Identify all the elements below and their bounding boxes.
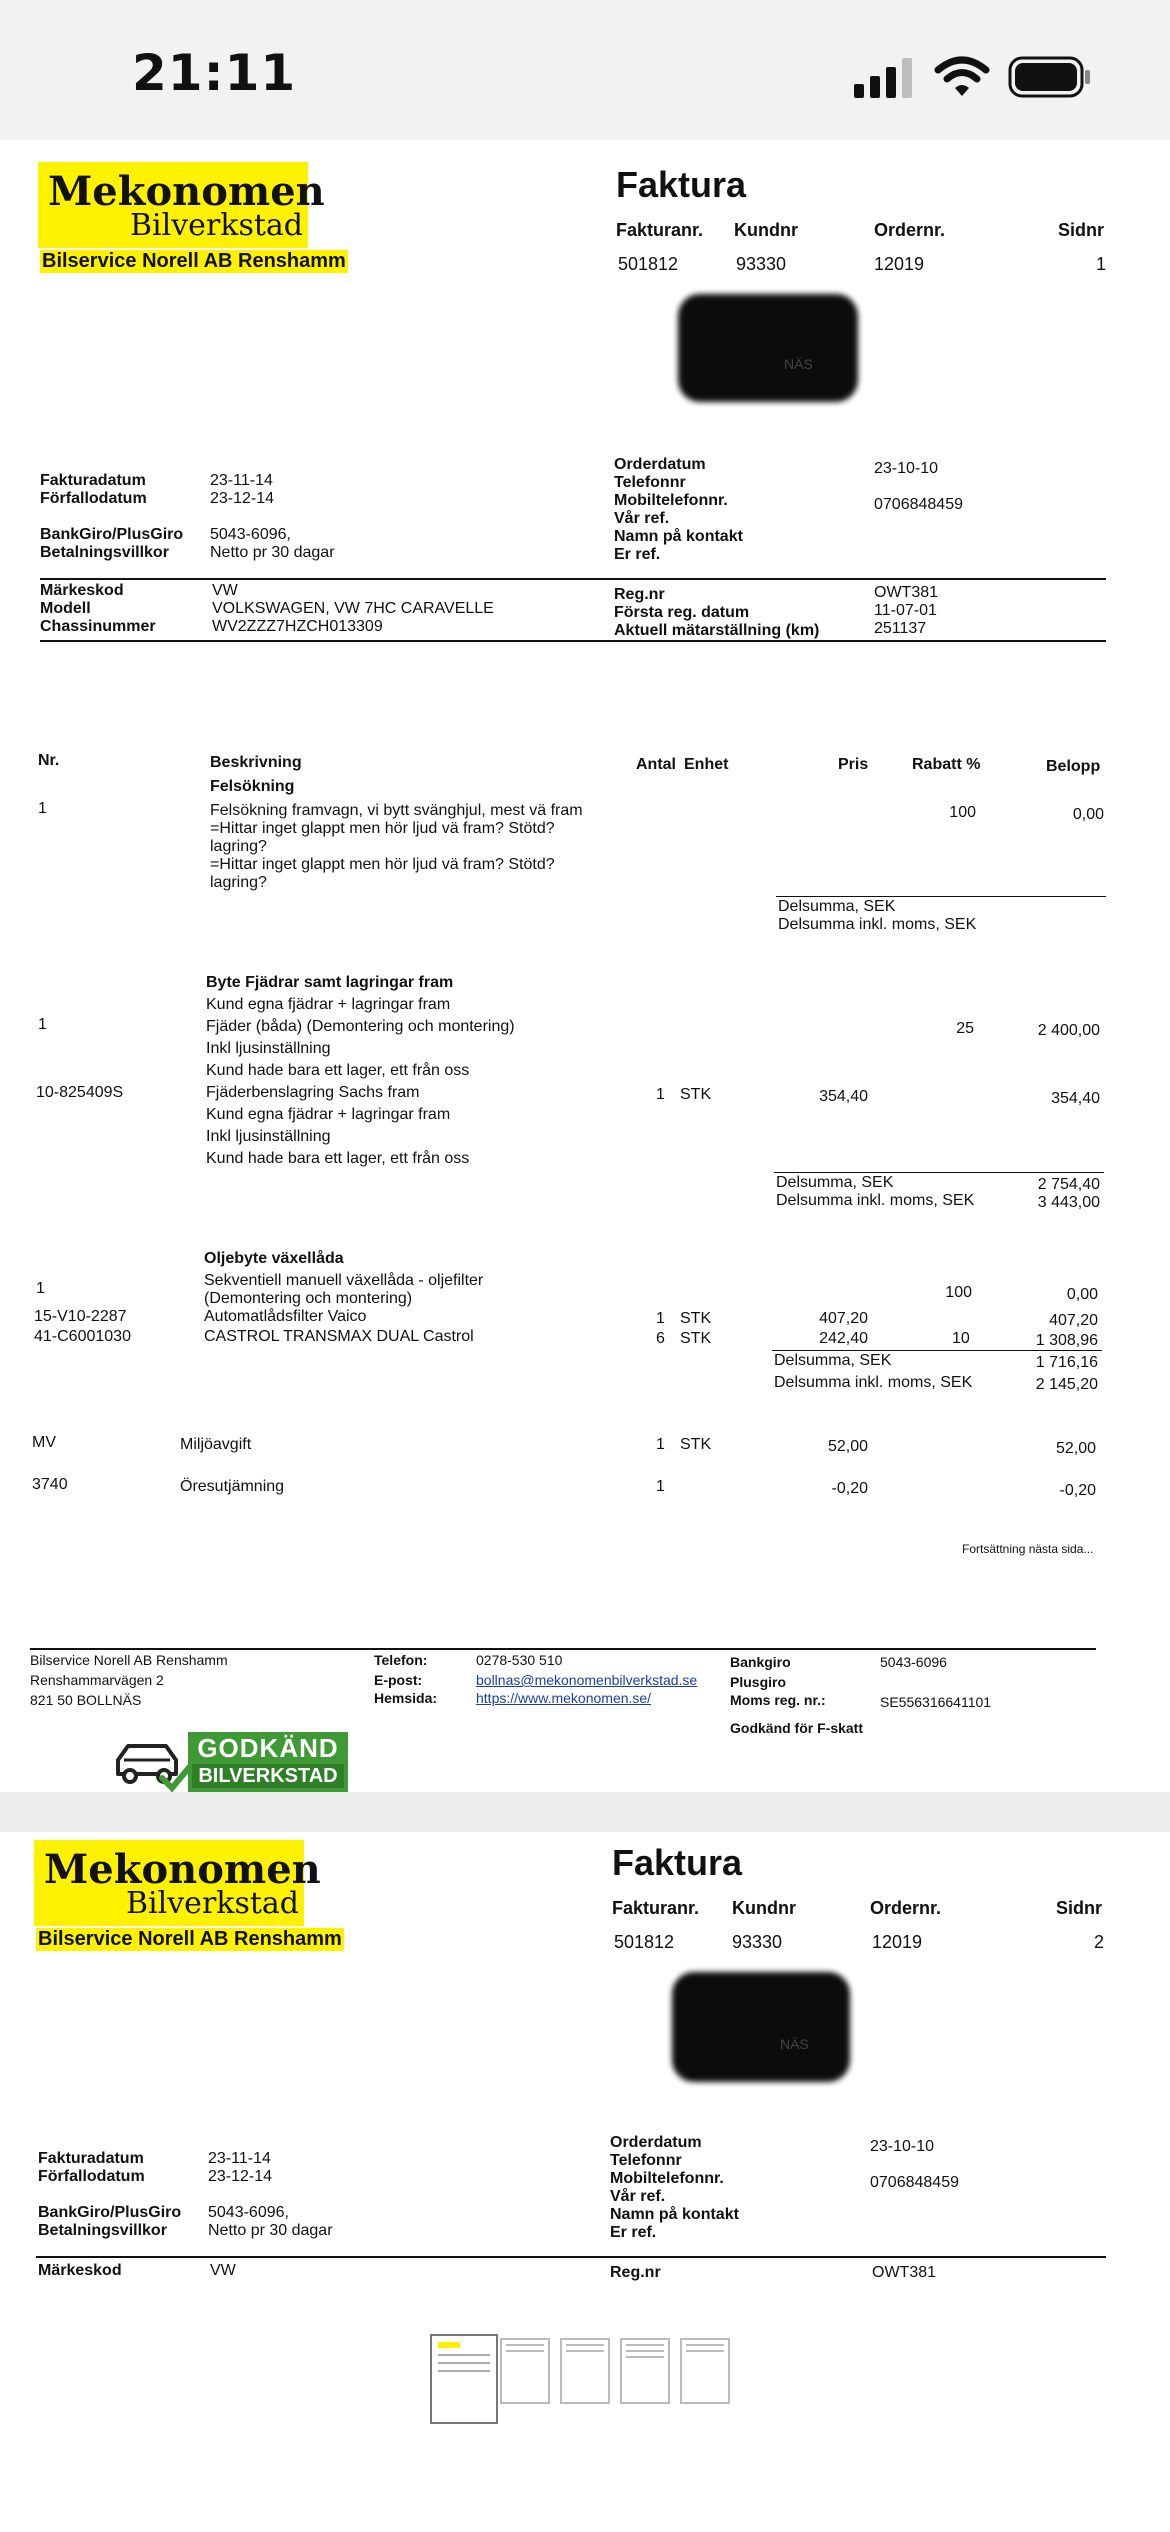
ordernr-value: 12019: [874, 254, 925, 274]
job-oljebyte-r1-rabatt: 100: [945, 1284, 972, 1301]
fakturadatum-value: 23-11-14: [210, 472, 273, 489]
page-thumbnail-1[interactable]: [430, 2334, 498, 2424]
orderdatum-value: 23-10-10: [874, 460, 939, 477]
col-belopp: Belopp: [1046, 758, 1101, 775]
fjadrar-delsumma-label: Delsumma, SEK: [776, 1174, 894, 1191]
chassi-value: WV2ZZZ7HZCH013309: [212, 618, 383, 635]
redacted-address: [678, 294, 858, 402]
miljo-pris: 52,00: [827, 1438, 868, 1455]
oresut-belopp: -0,20: [1059, 1482, 1096, 1499]
col-rabatt: Rabatt %: [912, 756, 981, 773]
betalningsvillkor-label-p2: Betalningsvillkor: [38, 2222, 167, 2239]
fakturanr-value: 501812: [618, 254, 679, 274]
status-bar: [0, 0, 1170, 140]
footer-fskatt: Godkänd för F-skatt: [730, 1720, 864, 1736]
job-oljebyte-r2-enhet: STK: [680, 1310, 712, 1327]
job-fjadrar-row1-rabatt: 25: [956, 1020, 974, 1037]
mekonomen-logo-p2: Mekonomen Bilverkstad: [34, 1840, 304, 1926]
job-fjadrar-title: Byte Fjädrar samt lagringar fram: [206, 974, 454, 991]
telefonnr-label-p2: Telefonnr: [610, 2152, 682, 2169]
oljebyte-delsumma-label: Delsumma, SEK: [774, 1352, 892, 1369]
er-ref-label: Er ref.: [614, 546, 661, 563]
cellular-signal-icon: [854, 58, 916, 98]
job-oljebyte-title: Oljebyte växellåda: [204, 1250, 344, 1267]
job-oljebyte-r3-desc: CASTROL TRANSMAX DUAL Castrol: [204, 1328, 474, 1345]
job-fjadrar-row2-pris: 354,40: [819, 1088, 868, 1105]
continuation-note: Fortsättning nästa sida...: [962, 1542, 1094, 1556]
orderdatum-value-p2: 23-10-10: [870, 2138, 935, 2155]
col-nr: Nr.: [38, 752, 60, 769]
forsta-reg-value: 11-07-01: [874, 602, 937, 619]
mobil-value-p2: 0706848459: [870, 2174, 959, 2191]
job-fjadrar-row2-antal: 1: [656, 1086, 665, 1103]
felsokning-sum-line: [776, 896, 1106, 897]
job-oljebyte-r3-pris: 242,40: [819, 1330, 868, 1347]
job-oljebyte-r2-desc: Automatlådsfilter Vaico: [204, 1308, 367, 1325]
footer-address-3: 821 50 BOLLNÄS: [30, 1692, 142, 1708]
footer-plusgiro-label: Plusgiro: [730, 1674, 787, 1690]
job-felsokning-belopp: 0,00: [1072, 806, 1104, 823]
fakturadatum-value-p2: 23-11-14: [208, 2150, 271, 2167]
job-felsokning-rabatt: 100: [949, 804, 976, 821]
job-fjadrar-row2-belopp: 354,40: [1051, 1090, 1100, 1107]
invoice-page-1: [0, 140, 1160, 1792]
redacted-partial-text-p2: NÄS: [780, 2036, 809, 2052]
fakturanr-label-p2: Fakturanr.: [612, 1898, 700, 1918]
miljo-desc: Miljöavgift: [180, 1436, 252, 1453]
fakturadatum-label-p2: Fakturadatum: [38, 2150, 144, 2167]
ordernr-label: Ordernr.: [874, 220, 946, 240]
namn-kontakt-label: Namn på kontakt: [614, 528, 743, 545]
job-oljebyte-r3-rabatt: 10: [952, 1330, 970, 1347]
footer-address-2: Renshammarvägen 2: [30, 1672, 164, 1688]
job-oljebyte-r3-antal: 6: [656, 1330, 665, 1347]
invoice-title-p2: Faktura: [612, 1842, 743, 1883]
battery-icon: [1008, 56, 1092, 98]
bankgiro-label: BankGiro/PlusGiro: [40, 526, 184, 543]
sidnr-label-p2: Sidnr: [1056, 1898, 1103, 1918]
betalningsvillkor-label: Betalningsvillkor: [40, 544, 169, 561]
job-oljebyte-r3-belopp: 1 308,96: [1035, 1332, 1098, 1349]
forfallodatum-label: Förfallodatum: [40, 490, 147, 507]
bankgiro-value: 5043-6096,: [210, 526, 291, 543]
markeskod-value: VW: [212, 582, 238, 599]
oljebyte-delsumma-moms-value: 2 145,20: [1035, 1376, 1098, 1393]
felsokning-delsumma-moms-label: Delsumma inkl. moms, SEK: [778, 916, 977, 933]
wifi-icon: [934, 56, 990, 98]
footer-divider: [30, 1648, 1096, 1650]
job-oljebyte-r1-belopp: 0,00: [1066, 1286, 1098, 1303]
chassi-label: Chassinummer: [40, 618, 156, 635]
orderdatum-label: Orderdatum: [614, 456, 706, 473]
regnr-label-p2: Reg.nr: [610, 2264, 661, 2281]
miljo-belopp: 52,00: [1055, 1440, 1096, 1457]
footer-telefon-label: Telefon:: [374, 1652, 428, 1668]
sidnr-label: Sidnr: [1058, 220, 1105, 240]
fjadrar-delsumma-value: 2 754,40: [1037, 1176, 1100, 1193]
regnr-value: OWT381: [874, 584, 939, 601]
company-name: Bilservice Norell AB Renshamm: [42, 250, 346, 272]
job-felsokning-desc-1: Felsökning framvagn, vi bytt svänghjul, mest vä fram: [210, 802, 583, 819]
kundnr-label-p2: Kundnr: [732, 1898, 796, 1918]
oresut-pris: -0,20: [831, 1480, 868, 1497]
markeskod-value-p2: VW: [210, 2262, 236, 2279]
job-felsokning-desc-2: =Hittar inget glappt men hör ljud vä fram? Stötd?: [210, 820, 555, 837]
betalningsvillkor-value-p2: Netto pr 30 dagar: [208, 2222, 333, 2239]
oresut-antal: 1: [656, 1478, 665, 1495]
job-oljebyte-r2-antal: 1: [656, 1310, 665, 1327]
col-beskrivning: Beskrivning: [210, 754, 302, 771]
footer-hemsida-link[interactable]: https://www.mekonomen.se/: [476, 1690, 652, 1706]
ordernr-value-p2: 12019: [872, 1932, 923, 1952]
footer-moms-label: Moms reg. nr.:: [730, 1692, 826, 1708]
job-oljebyte-r1-nr: 1: [36, 1280, 45, 1297]
page-thumbnail-strip: [0, 2322, 1170, 2532]
sidnr-value-p2: 2: [1093, 1932, 1104, 1952]
job-oljebyte-r1-desc-1: Sekventiell manuell växellåda - oljefilter: [204, 1272, 484, 1289]
kundnr-value-p2: 93330: [732, 1932, 783, 1952]
job-fjadrar-line-4: Kund hade bara ett lager, ett från oss: [206, 1062, 470, 1079]
mobil-value: 0706848459: [874, 496, 963, 513]
modell-label: Modell: [40, 600, 91, 617]
forfallodatum-value: 23-12-14: [210, 490, 275, 507]
miljo-nr: MV: [32, 1434, 56, 1451]
job-oljebyte-r2-belopp: 407,20: [1049, 1312, 1098, 1329]
oljebyte-delsumma-moms-label: Delsumma inkl. moms, SEK: [774, 1374, 973, 1391]
forfallodatum-value-p2: 23-12-14: [208, 2168, 273, 2185]
redacted-partial-text: NÄS: [784, 356, 813, 372]
bankgiro-value-p2: 5043-6096,: [208, 2204, 289, 2221]
divider-vehicle-top-p2: [36, 2256, 1106, 2258]
var-ref-label: Vår ref.: [614, 510, 670, 527]
job-fjadrar-row2-nr: 10-825409S: [36, 1084, 124, 1101]
job-fjadrar-line-8: Kund hade bara ett lager, ett från oss: [206, 1150, 470, 1167]
fakturanr-label: Fakturanr.: [616, 220, 704, 240]
job-fjadrar-line-2: Fjäder (båda) (Demontering och montering): [206, 1018, 515, 1035]
car-check-icon: [110, 1734, 194, 1792]
sidnr-value: 1: [1095, 254, 1106, 274]
job-fjadrar-line-3: Inkl ljusinställning: [206, 1040, 331, 1057]
godkand-bilverkstad-badge: GODKÄND BILVERKSTAD: [188, 1732, 348, 1794]
matar-value: 251137: [874, 620, 927, 637]
redacted-address-p2: [672, 1972, 850, 2082]
status-time: 21:11: [132, 44, 297, 102]
kundnr-value: 93330: [736, 254, 787, 274]
job-oljebyte-r1-desc-2: (Demontering och montering): [204, 1290, 413, 1307]
col-antal: Antal: [636, 756, 676, 773]
mobil-label-p2: Mobiltelefonnr.: [610, 2170, 724, 2187]
mekonomen-logo: Mekonomen Bilverkstad: [38, 162, 308, 248]
divider-vehicle-top: [40, 578, 1106, 580]
kundnr-label: Kundnr: [734, 220, 798, 240]
job-oljebyte-r3-nr: 41-C6001030: [34, 1328, 131, 1345]
job-fjadrar-line-6: Kund egna fjädrar + lagringar fram: [206, 1106, 451, 1123]
forsta-reg-label: Första reg. datum: [614, 604, 750, 621]
telefonnr-label: Telefonnr: [614, 474, 686, 491]
felsokning-delsumma-label: Delsumma, SEK: [778, 898, 896, 915]
miljo-antal: 1: [656, 1436, 665, 1453]
footer-epost-link[interactable]: bollnas@mekonomenbilverkstad.se: [476, 1672, 698, 1688]
page-thumbnail-3[interactable]: [560, 2338, 610, 2404]
fjadrar-delsumma-moms-value: 3 443,00: [1037, 1194, 1100, 1211]
footer-epost-label: E-post:: [374, 1672, 423, 1688]
divider-vehicle-bottom: [40, 640, 1106, 642]
job-fjadrar-line-5: Fjäderbenslagring Sachs fram: [206, 1084, 420, 1101]
company-name-p2: Bilservice Norell AB Renshamm: [38, 1928, 342, 1950]
oljebyte-delsumma-value: 1 716,16: [1035, 1354, 1098, 1371]
regnr-label: Reg.nr: [614, 586, 665, 603]
invoice-page-2: [0, 1832, 1160, 2322]
col-enhet: Enhet: [684, 756, 729, 773]
job-fjadrar-row1-nr: 1: [38, 1016, 47, 1033]
footer-address-1: Bilservice Norell AB Renshamm: [30, 1652, 228, 1668]
orderdatum-label-p2: Orderdatum: [610, 2134, 702, 2151]
page-thumbnail-2[interactable]: [500, 2338, 550, 2404]
job-fjadrar-line-1: Kund egna fjädrar + lagringar fram: [206, 996, 451, 1013]
job-oljebyte-r3-enhet: STK: [680, 1330, 712, 1347]
miljo-enhet: STK: [680, 1436, 712, 1453]
job-felsokning-title: Felsökning: [210, 778, 295, 795]
er-ref-label-p2: Er ref.: [610, 2224, 657, 2241]
page-thumbnail-4[interactable]: [620, 2338, 670, 2404]
namn-kontakt-label-p2: Namn på kontakt: [610, 2206, 739, 2223]
footer-hemsida-label: Hemsida:: [374, 1690, 438, 1706]
ordernr-label-p2: Ordernr.: [870, 1898, 942, 1918]
invoice-title: Faktura: [616, 164, 747, 205]
footer-moms: SE556316641101: [880, 1694, 992, 1710]
fakturanr-value-p2: 501812: [614, 1932, 675, 1952]
fakturadatum-label: Fakturadatum: [40, 472, 146, 489]
regnr-value-p2: OWT381: [872, 2264, 937, 2281]
job-fjadrar-line-7: Inkl ljusinställning: [206, 1128, 331, 1145]
footer-telefon: 0278-530 510: [476, 1652, 563, 1668]
job-felsokning-desc-5: lagring?: [210, 874, 267, 891]
markeskod-label: Märkeskod: [40, 582, 124, 599]
matar-label: Aktuell mätarställning (km): [614, 622, 820, 639]
var-ref-label-p2: Vår ref.: [610, 2188, 666, 2205]
footer-bankgiro: 5043-6096: [880, 1654, 947, 1670]
page-separator: [0, 1792, 1170, 1832]
job-felsokning-nr: 1: [38, 800, 47, 817]
job-oljebyte-r2-nr: 15-V10-2287: [34, 1308, 127, 1325]
modell-value: VOLKSWAGEN, VW 7HC CARAVELLE: [212, 600, 494, 617]
markeskod-label-p2: Märkeskod: [38, 2262, 122, 2279]
mobil-label: Mobiltelefonnr.: [614, 492, 728, 509]
page-thumbnail-5[interactable]: [680, 2338, 730, 2404]
job-fjadrar-row2-enhet: STK: [680, 1086, 712, 1103]
col-pris: Pris: [838, 756, 869, 773]
betalningsvillkor-value: Netto pr 30 dagar: [210, 544, 335, 561]
job-felsokning-desc-3: lagring?: [210, 838, 267, 855]
job-felsokning-desc-4: =Hittar inget glappt men hör ljud vä fram? Stötd?: [210, 856, 555, 873]
forfallodatum-label-p2: Förfallodatum: [38, 2168, 145, 2185]
fjadrar-delsumma-moms-label: Delsumma inkl. moms, SEK: [776, 1192, 975, 1209]
oresut-nr: 3740: [32, 1476, 68, 1493]
bankgiro-label-p2: BankGiro/PlusGiro: [38, 2204, 182, 2221]
job-oljebyte-r2-pris: 407,20: [819, 1310, 868, 1327]
oresut-desc: Öresutjämning: [180, 1478, 285, 1495]
footer-bankgiro-label: Bankgiro: [730, 1654, 791, 1670]
oljebyte-sum-line: [772, 1350, 1102, 1351]
job-fjadrar-row1-belopp: 2 400,00: [1037, 1022, 1100, 1039]
fjadrar-sum-line: [774, 1172, 1104, 1173]
